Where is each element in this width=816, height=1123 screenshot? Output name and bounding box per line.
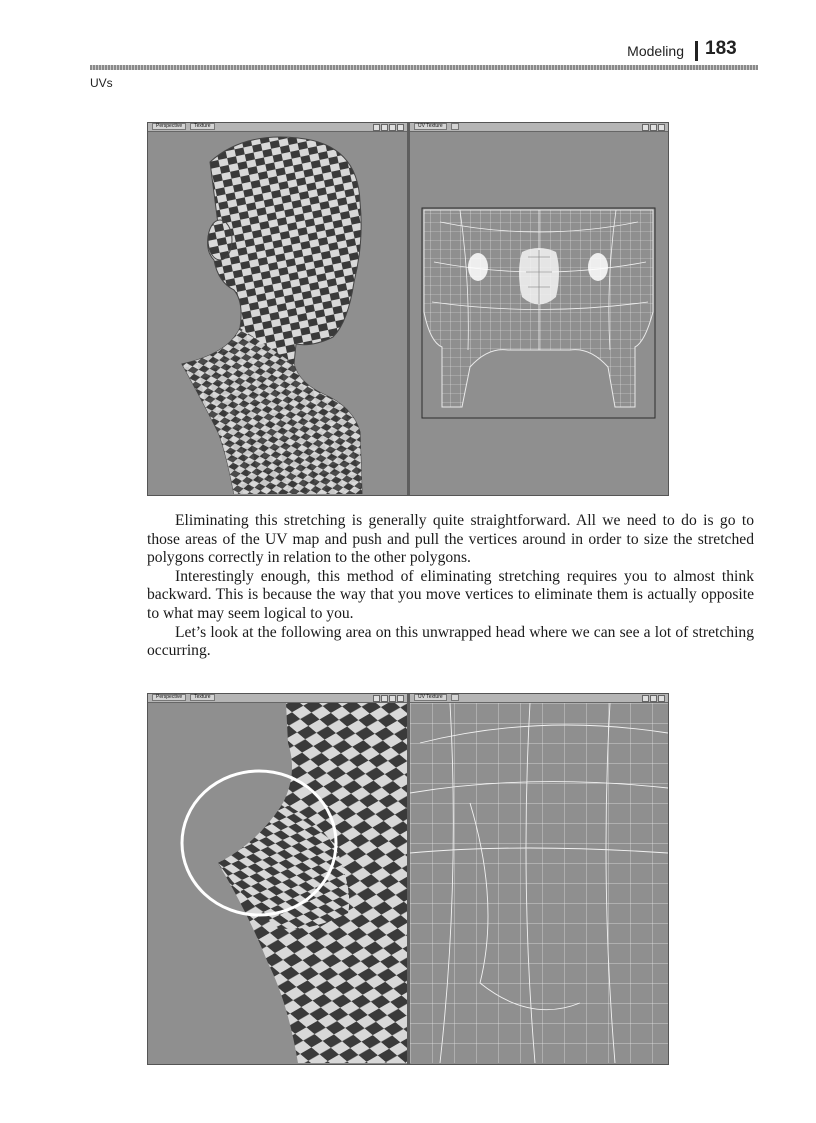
maximize-icon[interactable]	[397, 124, 404, 131]
left-viewport-toolbar	[148, 694, 407, 703]
maximize-icon[interactable]	[658, 695, 665, 702]
mode-menu[interactable]	[451, 694, 459, 701]
view-menu[interactable]: UV Texture	[414, 123, 447, 130]
move-icon[interactable]	[642, 695, 649, 702]
perspective-viewport-neck[interactable]	[148, 703, 407, 1063]
rotate-icon[interactable]	[381, 124, 388, 131]
zoom-icon[interactable]	[389, 124, 396, 131]
view-menu[interactable]: Perspective	[152, 123, 186, 130]
paragraph: Eliminating this stretching is generally quite straightforward. All we need to do is go to those areas of the UV map and push and pull the vertices around in order to size the stretched polygons correctly in relation to the other polygons.	[147, 512, 754, 567]
maximize-icon[interactable]	[397, 695, 404, 702]
paragraph: Interestingly enough, this method of eliminating stretching requires you to almost think backward. This is because the way that you move vertices to eliminate them is actually opposite to what may seem logical to you.	[147, 567, 754, 622]
mode-menu[interactable]: Texture	[190, 123, 214, 130]
header-rule	[90, 65, 758, 70]
left-viewport-toolbar	[148, 123, 407, 132]
move-icon[interactable]	[642, 124, 649, 131]
uv-ear-left	[468, 253, 488, 281]
rotate-icon[interactable]	[381, 695, 388, 702]
right-viewport-toolbar	[410, 123, 668, 132]
section-label: UVs	[90, 76, 113, 90]
figure-head-unwrap-screenshot	[147, 122, 669, 496]
move-icon[interactable]	[373, 124, 380, 131]
zoom-icon[interactable]	[389, 695, 396, 702]
view-menu[interactable]: UV Texture	[414, 694, 447, 701]
running-header-chapter: Modeling	[627, 43, 684, 59]
right-viewport-toolbar	[410, 694, 668, 703]
figure-stretching-closeup-screenshot	[147, 693, 669, 1065]
mode-menu[interactable]	[451, 123, 459, 130]
neck-stretch-mesh	[182, 328, 362, 494]
view-menu[interactable]: Perspective	[152, 694, 186, 701]
uv-ear-right	[588, 253, 608, 281]
ear-mesh	[208, 220, 232, 260]
page-number: 183	[705, 38, 737, 59]
zoom-icon[interactable]	[650, 124, 657, 131]
maximize-icon[interactable]	[658, 124, 665, 131]
header-separator-bar	[695, 41, 698, 61]
body-text	[147, 512, 754, 661]
move-icon[interactable]	[373, 695, 380, 702]
uv-texture-viewport-zoomed[interactable]	[410, 703, 668, 1063]
mode-menu[interactable]: Texture	[190, 694, 214, 701]
perspective-viewport-head[interactable]	[148, 132, 407, 494]
uv-map-wireframe	[424, 210, 653, 407]
zoom-icon[interactable]	[650, 695, 657, 702]
paragraph: Let’s look at the following area on this unwrapped head where we can see a lot of stretching occurring.	[147, 623, 754, 660]
uv-texture-viewport[interactable]	[410, 132, 668, 494]
